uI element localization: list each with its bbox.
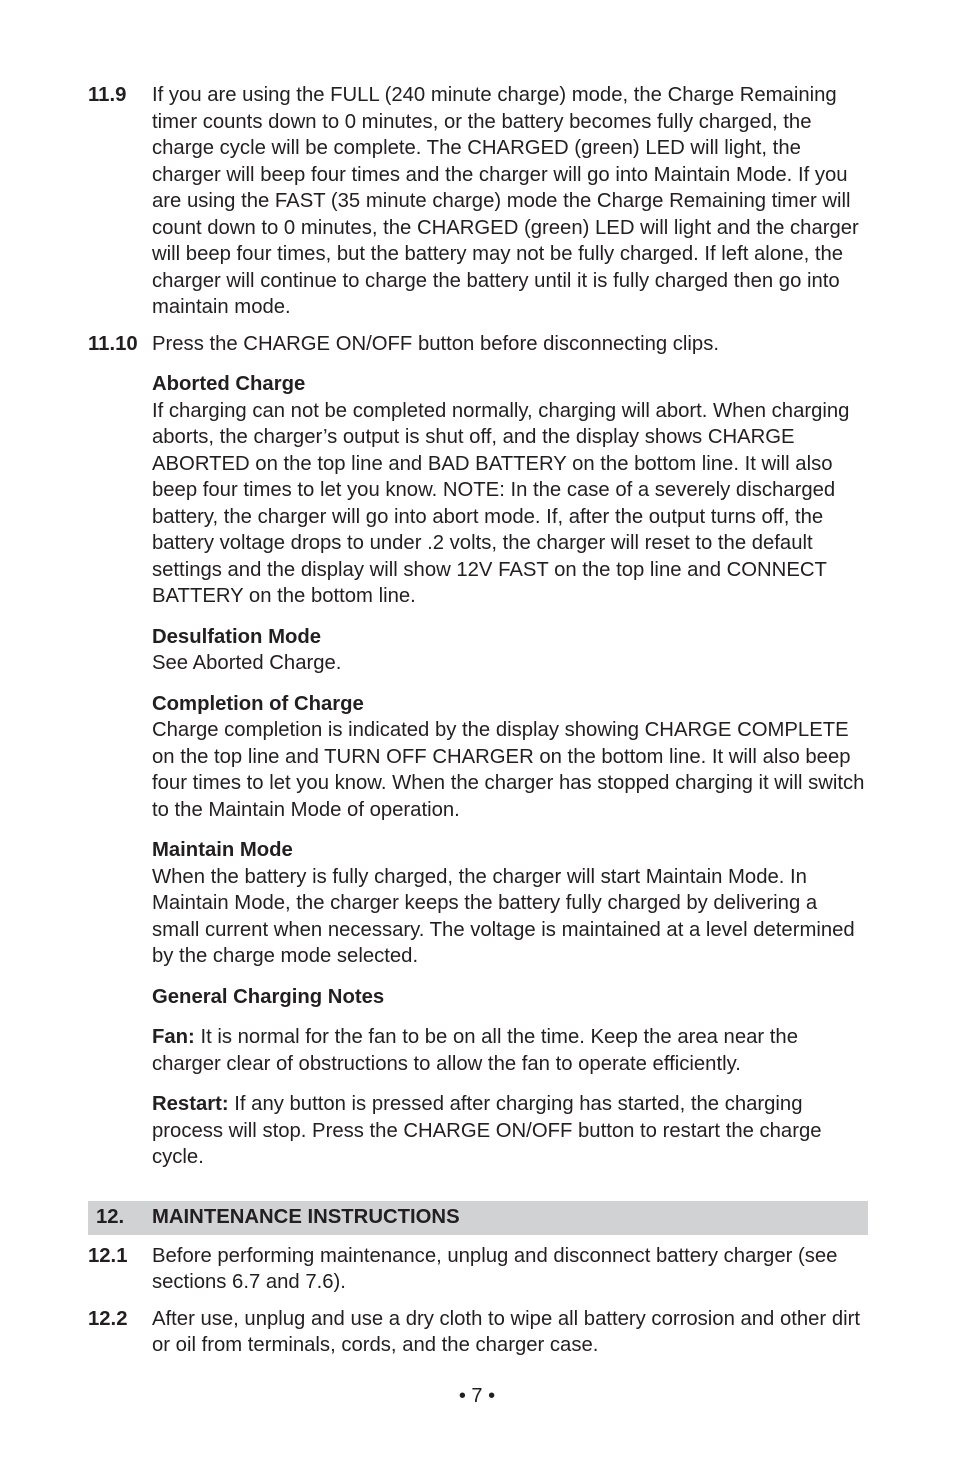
restart-note-lead: Restart: bbox=[152, 1093, 229, 1115]
restart-note bbox=[152, 1091, 868, 1171]
aborted-charge-block bbox=[152, 371, 868, 610]
item-text: Before performing maintenance, unplug and disconnect battery charger (see sections 6.7 and 7.6). bbox=[152, 1244, 838, 1293]
item-number: 12.2 bbox=[88, 1307, 128, 1330]
section-number: 12. bbox=[96, 1206, 125, 1228]
fan-note-text bbox=[152, 1024, 868, 1077]
item-text: After use, unplug and use a dry cloth to wipe all battery corrosion and other dirt or oil from terminals, cords, and the charger case. bbox=[152, 1307, 860, 1356]
maintain-text: When the battery is fully charged, the charger will start Maintain Mode. In Maintain Mode, the charger keeps the battery fully charged by delivering a small current when necessary. The voltage is maintained at a level determined by the charge mode selected. bbox=[152, 865, 855, 967]
section-title: MAINTENANCE INSTRUCTIONS bbox=[152, 1206, 460, 1228]
page-number: • 7 • bbox=[458, 1385, 496, 1407]
section-12-header bbox=[88, 1201, 868, 1235]
item-number: 11.10 bbox=[88, 332, 138, 355]
item-number: 11.9 bbox=[88, 84, 127, 106]
restart-note-body: If any button is pressed after charging has started, the charging process will stop. Press the CHARGE ON/OFF button to restart the charge cycle. bbox=[152, 1093, 822, 1168]
fan-note bbox=[152, 1024, 868, 1077]
desulfation-heading: Desulfation Mode bbox=[152, 625, 322, 648]
completion-block bbox=[152, 691, 868, 824]
item-text: If you are using the FULL (240 minute charge) mode, the Charge Remaining timer counts down to 0 minutes, or the battery becomes fully charged, the charge cycle will be complete. The CHARGED (green) LED will light, the charger will beep four times and the charger will go into Maintain Mode. If you are using the FAST (35 minute charge) mode the Charge Remaining timer will count down to 0 minutes, the CHARGED (green) LED will light and the charger will beep four times, but the battery may not be fully charged. If left alone, the charger will continue to charge the battery until it is fully charged then go into maintain mode. bbox=[152, 84, 859, 318]
general-notes-heading-block bbox=[152, 984, 868, 1011]
restart-note-text bbox=[152, 1091, 868, 1171]
fan-note-lead: Fan: bbox=[152, 1026, 195, 1048]
item-12-1 bbox=[88, 1243, 868, 1296]
maintain-heading: Maintain Mode bbox=[152, 839, 293, 861]
desulfation-text: See Aborted Charge. bbox=[152, 652, 342, 674]
aborted-charge-heading: Aborted Charge bbox=[152, 373, 306, 395]
item-11-10 bbox=[88, 331, 868, 358]
desulfation-block bbox=[152, 624, 868, 677]
completion-heading: Completion of Charge bbox=[152, 692, 364, 715]
manual-page bbox=[88, 82, 868, 1369]
item-text: Press the CHARGE ON/OFF button before disconnecting clips. bbox=[152, 332, 719, 355]
aborted-charge-text: If charging can not be completed normally, charging will abort. When charging aborts, the charger’s output is shut off, and the display shows CHARGE ABORTED on the top line and BAD BATTERY on the bottom line. It will also beep four times to let you know. NOTE: In the case of a severely discharged battery, the charger will go into abort mode. If, after the output turns off, the battery voltage drops to under .2 volts, the charger will reset to the default settings and the display will show 12V FAST on the top line and CONNECT BATTERY on the bottom line. bbox=[152, 399, 850, 607]
completion-text: Charge completion is indicated by the display showing CHARGE COMPLETE on the top line and TURN OFF CHARGER on the bottom line. It will also beep four times to let you know. When the charger has stopped charging it will switch to the Maintain Mode of operation. bbox=[152, 719, 865, 821]
item-12-2 bbox=[88, 1306, 868, 1359]
general-notes-heading: General Charging Notes bbox=[152, 985, 385, 1008]
item-11-9 bbox=[88, 82, 868, 321]
maintain-block bbox=[152, 837, 868, 970]
item-number: 12.1 bbox=[88, 1244, 128, 1267]
fan-note-body: It is normal for the fan to be on all the time. Keep the area near the charger clear of obstructions to allow the fan to operate efficiently. bbox=[152, 1026, 798, 1075]
